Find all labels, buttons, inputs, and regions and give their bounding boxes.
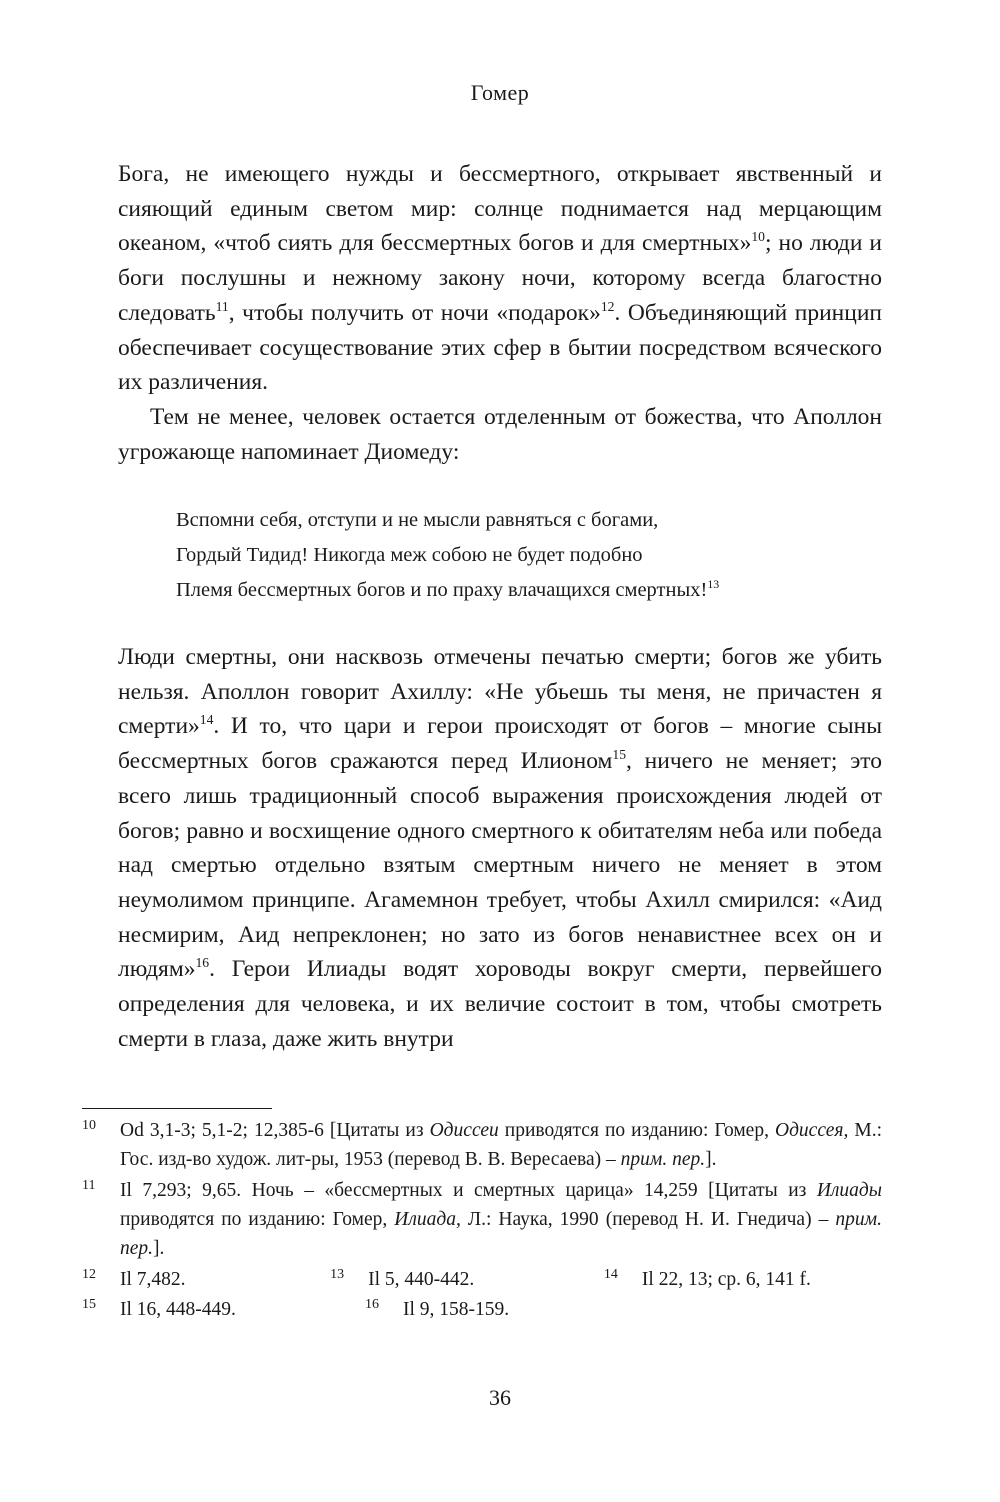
quote-line-2: Гордый Тидид! Никогда меж собою не будет подобно (176, 544, 643, 566)
footnote-12 (82, 1265, 330, 1295)
footnote-text: ]. (153, 1238, 165, 1259)
footnote-ref-16[interactable]: 16 (195, 955, 210, 971)
verse-quote (176, 503, 876, 608)
footnote-ref-14[interactable]: 14 (199, 712, 214, 728)
quote-line-3-wrap (176, 573, 876, 608)
p1-text-1: Бога, не имеющего нужды и бессмертного, открывает явственный и сияющий единым светом мир: солнце поднимается над мерцающим океаном, «чтоб сиять для бессмертных богов и для смертных» (118, 161, 882, 257)
text-block-top (118, 157, 882, 469)
footnote-italic: Илиада, (394, 1209, 461, 1230)
footnote-number: 16 (365, 1297, 379, 1312)
paragraph-1 (118, 157, 882, 400)
footnote-15 (82, 1295, 365, 1325)
footnote-ref-10[interactable]: 10 (751, 229, 765, 245)
footnote-ref-12[interactable]: 12 (600, 298, 615, 314)
footnote-16 (365, 1295, 678, 1325)
footnote-italic: прим. пер. (620, 1149, 706, 1170)
footnote-italic: Одиссея, (774, 1120, 849, 1141)
footnote-number: 13 (330, 1267, 345, 1282)
footnote-text: Il 7,293; 9,65. Ночь – «бессмертных и смертных царица» 14,259 [Цитаты из (120, 1180, 817, 1201)
footnote-number: 15 (82, 1297, 96, 1312)
paragraph-3 (118, 640, 882, 1056)
page-number: 36 (489, 1385, 511, 1410)
footnote-10 (82, 1116, 882, 1174)
footnote-text: М.: Гос. изд-во худож. лит-ры, 1953 (перевод В. В. Вересаева) – (120, 1120, 882, 1170)
p1-text-3: , чтобы получить от ночи «подарок» (228, 299, 601, 326)
p3-text-4: . Герои Илиады водят хороводы вокруг смерти, первейшего определения для человека, и их величие состоит в том, чтобы смотреть смерти в глаза, даже жить внутри (118, 956, 882, 1052)
footnote-text: Il 7,482. (120, 1269, 186, 1290)
footnote-text: приводятся по изданию: Гомер, (120, 1209, 395, 1230)
p1-text-2: ; но люди и боги послушны и нежному закону ночи, которому всегда благостно следовать (118, 230, 882, 326)
running-head: Гомер (470, 80, 530, 105)
footnote-ref-11[interactable]: 11 (215, 298, 229, 314)
footnote-text: приводятся по изданию: Гомер, (498, 1120, 775, 1141)
quote-line-3: Племя бессмертных богов и по праху влачащихся смертных! (176, 579, 708, 601)
footnote-number: 11 (82, 1178, 96, 1193)
footnote-text: Л.: Наука, 1990 (перевод Н. И. Гнедича) – (460, 1209, 836, 1230)
p3-text-2: . И то, что цари и герои происходят от богов – многие сыны бессмертных богов сражаются перед Илионом (118, 713, 882, 775)
footnote-text: Il 5, 440-442. (368, 1269, 475, 1290)
footnotes (82, 1116, 882, 1325)
footnote-ref-13[interactable]: 13 (707, 577, 720, 592)
footnote-text: ]. (705, 1149, 717, 1170)
footnote-11 (82, 1176, 882, 1263)
footnote-italic: Илиады (816, 1180, 882, 1201)
text-block-bottom (118, 640, 882, 1056)
footnote-number: 14 (603, 1267, 618, 1282)
footnote-14 (604, 1265, 882, 1295)
footnote-separator (82, 1108, 272, 1109)
p1-text-4: . Объединяющий принцип обеспечивает сосуществование этих сфер в бытии посредством всяческого их различения. (118, 299, 882, 396)
footnote-italic: прим. пер. (120, 1209, 882, 1259)
p3-text-1: Люди смертны, они насквозь отмечены печатью смерти; богов же убить нельзя. Аполлон говорит Ахиллу: «Не убьешь ты меня, не причастен я смерти» (118, 644, 882, 740)
footnote-text: Il 22, 13; ср. 6, 141 f. (641, 1269, 811, 1290)
footnote-number: 10 (82, 1118, 96, 1133)
footnote-italic: Одиссеи (429, 1120, 499, 1141)
footnote-ref-15[interactable]: 15 (612, 747, 626, 763)
p3-text-3: , ничего не меняет; это всего лишь традиционный способ выражения происхождения людей от богов; равно и восхищение одного смертного к обитателям неба или победа над смертью отдельно взятым смертным ничего не меняет в этом неумолимом принципе. Агамемнон требует, чтобы Ахилл смирился: «Аид несмирим, Аид непреклонен; но зато из богов ненавистнее всех он и людям» (118, 748, 882, 983)
footnote-row-1 (82, 1265, 882, 1295)
footnote-number: 12 (82, 1267, 96, 1282)
paragraph-2 (118, 400, 882, 469)
p2-text-1: Тем не менее, человек остается отделенным от божества, что Аполлон угрожающе напоминает Диомеду: (118, 403, 882, 465)
footnote-text: Il 16, 448-449. (120, 1299, 236, 1320)
footnote-text: Il 9, 158-159. (403, 1299, 510, 1320)
footnote-text: Od 3,1-3; 5,1-2; 12,385-6 [Цитаты из (120, 1120, 430, 1141)
quote-line-1: Вспомни себя, отступи и не мысли равняться с богами, (176, 509, 659, 531)
footnote-row-2 (82, 1295, 882, 1325)
